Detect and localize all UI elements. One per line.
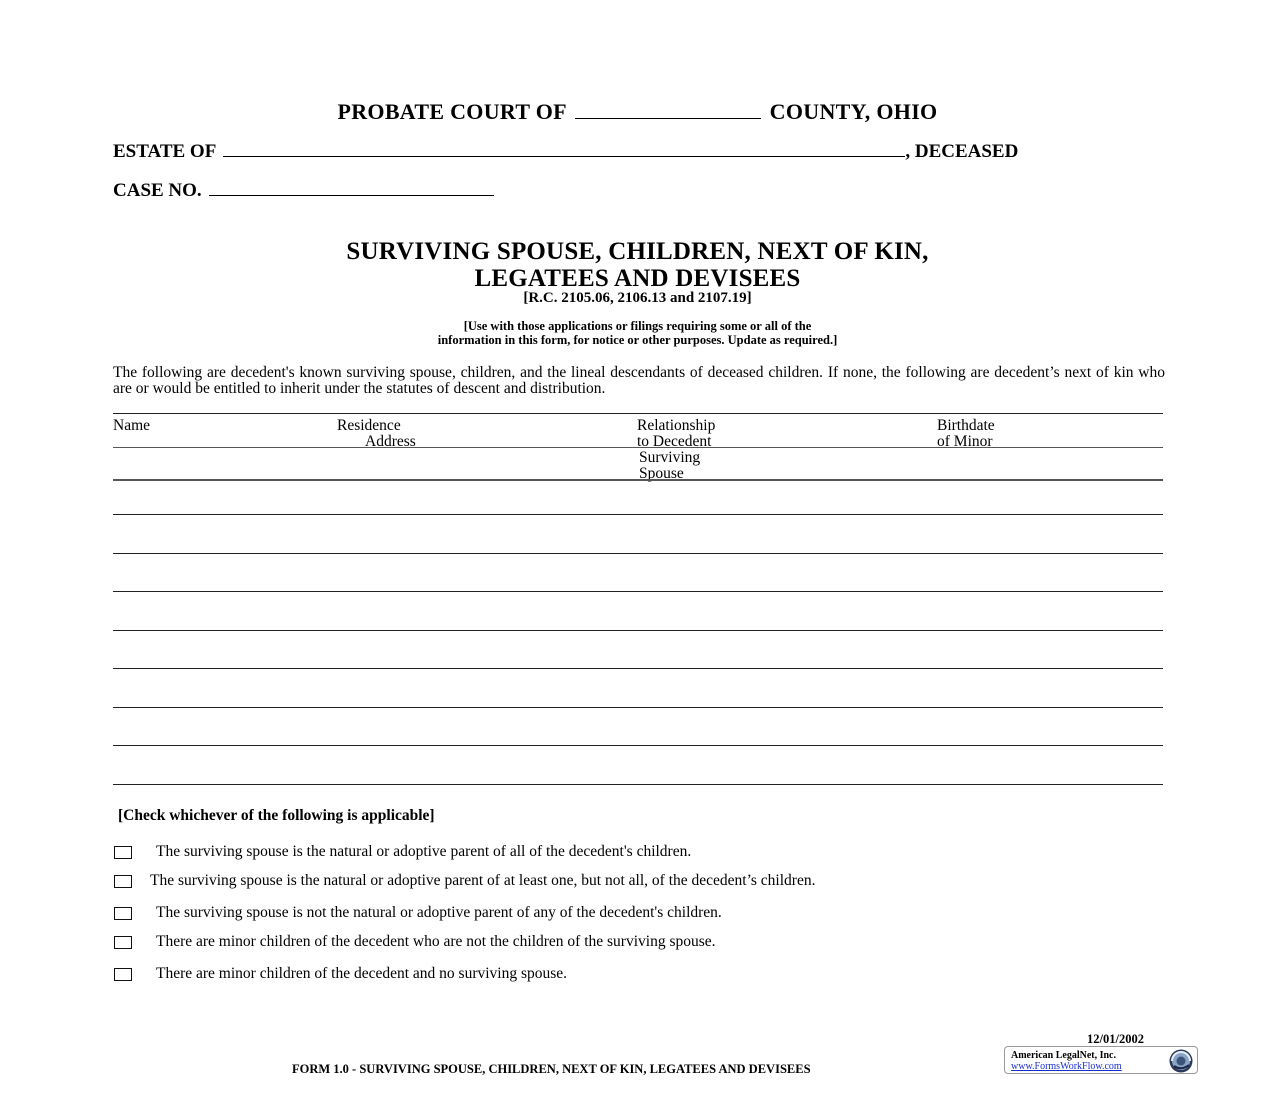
checkbox[interactable]: [114, 846, 132, 859]
checkbox-label: There are minor children of the decedent who are not the children of the surviving spouse.: [156, 933, 716, 950]
table-row-blank[interactable]: [113, 630, 1163, 631]
checklist-heading: [Check whichever of the following is applicable]: [118, 807, 435, 824]
table-row-blank[interactable]: [113, 668, 1163, 669]
column-header-residence-address: Residence Address: [337, 417, 416, 450]
checkbox[interactable]: [114, 936, 132, 949]
checklist-item-minor-not-spouse: [114, 933, 716, 951]
checkbox[interactable]: [114, 968, 132, 981]
revision-date: 12/01/2002: [1087, 1032, 1144, 1046]
checklist-item-no-children: [114, 904, 722, 922]
checkbox[interactable]: [114, 907, 132, 920]
case-number-line: [113, 180, 497, 202]
intro-paragraph: The following are decedent's known surviving spouse, children, and the lineal descendants of deceased children. If none, the following are decedent’s next of kin who are or would be entitled to inherit under the statutes of descent and distribution.: [113, 364, 1165, 397]
checklist-item-some-children: [114, 872, 815, 890]
table-row-blank[interactable]: [113, 553, 1163, 554]
header-bottom-rule: [113, 447, 1163, 448]
case-number-label: CASE NO.: [113, 180, 202, 201]
form-title-line1: SURVIVING SPOUSE, CHILDREN, NEXT OF KIN,: [346, 238, 929, 265]
relationship-cell: Surviving Spouse: [639, 449, 701, 482]
badge-company: American LegalNet, Inc.: [1011, 1050, 1116, 1061]
legalnet-badge[interactable]: [1004, 1046, 1198, 1074]
table-row-blank[interactable]: [113, 707, 1163, 708]
court-title-prefix: PROBATE COURT OF: [337, 99, 567, 124]
table-row-blank[interactable]: [113, 591, 1163, 592]
county-field[interactable]: [575, 104, 761, 119]
form-title-line2: LEGATEES AND DEVISEES: [474, 265, 801, 292]
estate-label: ESTATE OF: [113, 141, 216, 162]
checkbox-label: The surviving spouse is the natural or adoptive parent of at least one, but not all, of the decedent’s children.: [150, 872, 816, 889]
checklist-item-all-children: [114, 843, 691, 861]
usage-note-line2: information in this form, for notice or other purposes. Update as required.]: [437, 333, 838, 347]
table-row-blank[interactable]: [113, 784, 1163, 785]
court-title-suffix: COUNTY, OHIO: [769, 99, 938, 124]
checkbox-label: There are minor children of the decedent and no surviving spouse.: [156, 965, 568, 982]
badge-link[interactable]: www.FormsWorkFlow.com: [1011, 1061, 1122, 1072]
checkbox[interactable]: [114, 875, 132, 888]
case-number-field[interactable]: [209, 181, 494, 196]
checkbox-label: The surviving spouse is not the natural or adoptive parent of any of the decedent's children.: [156, 904, 722, 921]
table-row-blank[interactable]: [113, 514, 1163, 515]
checkbox-label: The surviving spouse is the natural or adoptive parent of all of the decedent's children.: [156, 843, 692, 860]
deceased-label: , DECEASED: [905, 141, 1019, 162]
row-rule: [113, 479, 1163, 481]
globe-logo-icon: [1168, 1048, 1194, 1074]
estate-name-field[interactable]: [223, 142, 905, 157]
column-header-name: Name: [113, 417, 151, 434]
footer-form-title: FORM 1.0 - SURVIVING SPOUSE, CHILDREN, NEXT OF KIN, LEGATEES AND DEVISEES: [292, 1062, 811, 1076]
column-header-relationship: Relationship to Decedent: [637, 417, 716, 450]
usage-note-line1: [Use with those applications or filings requiring some or all of the: [463, 319, 812, 333]
court-title: [0, 99, 1275, 125]
table-row-blank[interactable]: [113, 745, 1163, 746]
usage-note: [0, 319, 1275, 347]
statute-reference: [R.C. 2105.06, 2106.13 and 2107.19]: [523, 290, 752, 306]
checklist-item-minor-no-spouse: [114, 965, 567, 983]
estate-line: [113, 141, 1018, 163]
form-title: [0, 238, 1275, 292]
column-header-birthdate: Birthdate of Minor: [937, 417, 995, 450]
table-top-rule: [113, 413, 1163, 414]
